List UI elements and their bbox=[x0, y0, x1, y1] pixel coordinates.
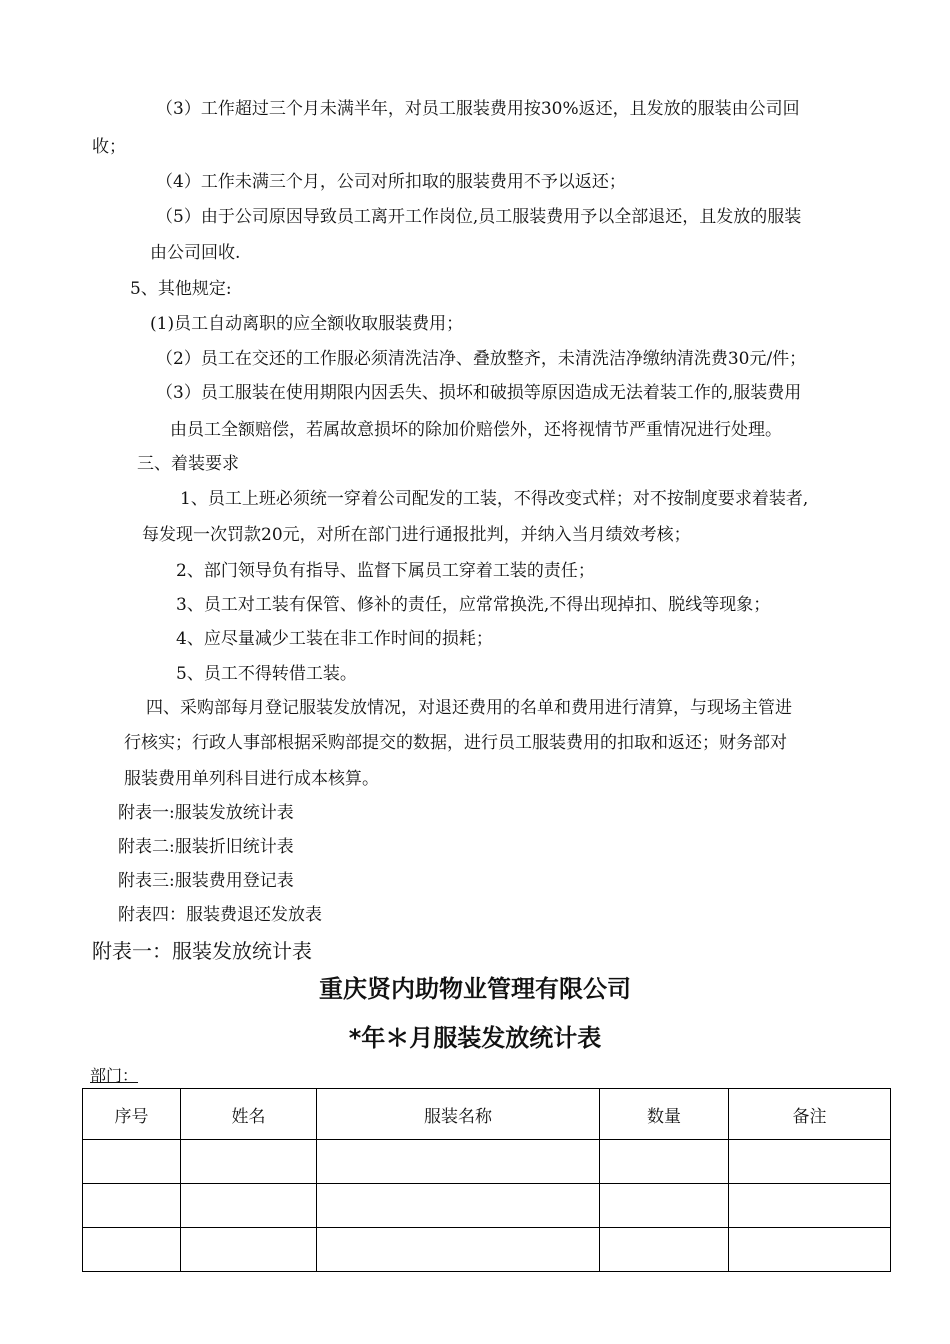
table-cell[interactable] bbox=[317, 1140, 600, 1184]
department-label: 部门： bbox=[90, 1066, 139, 1085]
table-cell[interactable] bbox=[729, 1184, 891, 1228]
paragraph-line: （3）员工服装在使用期限内因丢失、损坏和破损等原因造成无法着装工作的,服装费用 bbox=[156, 383, 802, 403]
header-clothing: 服装名称 bbox=[317, 1089, 600, 1140]
paragraph-line: 2、部门领导负有指导、监督下属员工穿着工装的责任； bbox=[176, 561, 595, 581]
annex-list-item: 附表一:服装发放统计表 bbox=[118, 803, 294, 823]
paragraph-line: 服装费用单列科目进行成本核算。 bbox=[124, 769, 379, 789]
paragraph-line: 四、采购部每月登记服装发放情况，对退还费用的名单和费用进行清算，与现场主管进 bbox=[146, 698, 792, 718]
paragraph-line: 收； bbox=[92, 137, 126, 157]
paragraph-line: 每发现一次罚款20元，对所在部门进行通报批判，并纳入当月绩效考核； bbox=[142, 525, 691, 545]
annex-list-item: 附表三:服装费用登记表 bbox=[118, 871, 294, 891]
table-cell[interactable] bbox=[729, 1140, 891, 1184]
annex-list-item: 附表二:服装折旧统计表 bbox=[118, 837, 294, 857]
paragraph-line: 3、员工对工装有保管、修补的责任，应常常换洗,不得出现掉扣、脱线等现象； bbox=[176, 595, 771, 615]
table-header-row bbox=[83, 1089, 891, 1140]
table-cell[interactable] bbox=[83, 1140, 181, 1184]
table-row bbox=[83, 1140, 891, 1184]
section-heading: 5、其他规定: bbox=[130, 279, 232, 299]
table-cell[interactable] bbox=[83, 1228, 181, 1272]
paragraph-line: 由公司回收. bbox=[150, 243, 241, 263]
table-row bbox=[83, 1184, 891, 1228]
table-cell[interactable] bbox=[181, 1140, 317, 1184]
header-name: 姓名 bbox=[181, 1089, 317, 1140]
company-name: 重庆贤内助物业管理有限公司 bbox=[319, 975, 631, 1003]
table-row bbox=[83, 1228, 891, 1272]
paragraph-line: 由员工全额赔偿，若属故意损坏的除加价赔偿外，还将视情节严重情况进行处理。 bbox=[170, 420, 782, 440]
paragraph-line: （4）工作未满三个月，公司对所扣取的服装费用不予以返还； bbox=[156, 172, 626, 192]
table-title: *年＊月服装发放统计表 bbox=[348, 1024, 602, 1052]
paragraph-line: 1、员工上班必须统一穿着公司配发的工装，不得改变式样；对不按制度要求着装者, bbox=[180, 489, 809, 509]
clothing-distribution-table bbox=[82, 1088, 891, 1272]
table-cell[interactable] bbox=[600, 1140, 729, 1184]
table-cell[interactable] bbox=[317, 1228, 600, 1272]
header-remarks: 备注 bbox=[729, 1089, 891, 1140]
paragraph-line: (1)员工自动离职的应全额收取服装费用； bbox=[150, 314, 464, 334]
header-index: 序号 bbox=[83, 1089, 181, 1140]
table-cell[interactable] bbox=[317, 1184, 600, 1228]
paragraph-line: 5、员工不得转借工装。 bbox=[176, 664, 357, 684]
table-cell[interactable] bbox=[83, 1184, 181, 1228]
section-heading: 三、着装要求 bbox=[137, 454, 239, 474]
header-quantity: 数量 bbox=[600, 1089, 729, 1140]
paragraph-line: （3）工作超过三个月未满半年，对员工服装费用按30%返还，且发放的服装由公司回 bbox=[156, 99, 800, 119]
paragraph-line: （5）由于公司原因导致员工离开工作岗位,员工服装费用予以全部退还，且发放的服装 bbox=[156, 207, 802, 227]
table-cell[interactable] bbox=[600, 1228, 729, 1272]
annex-heading: 附表一：服装发放统计表 bbox=[92, 939, 312, 963]
paragraph-line: 行核实；行政人事部根据采购部提交的数据，进行员工服装费用的扣取和返还；财务部对 bbox=[124, 733, 787, 753]
table-cell[interactable] bbox=[729, 1228, 891, 1272]
annex-list-item: 附表四：服装费退还发放表 bbox=[118, 905, 322, 925]
table-cell[interactable] bbox=[181, 1184, 317, 1228]
paragraph-line: （2）员工在交还的工作服必须清洗洁净、叠放整齐，未清洗洁净缴纳清洗费30元/件； bbox=[156, 349, 807, 369]
paragraph-line: 4、应尽量减少工装在非工作时间的损耗； bbox=[176, 629, 493, 649]
table-cell[interactable] bbox=[181, 1228, 317, 1272]
table-cell[interactable] bbox=[600, 1184, 729, 1228]
